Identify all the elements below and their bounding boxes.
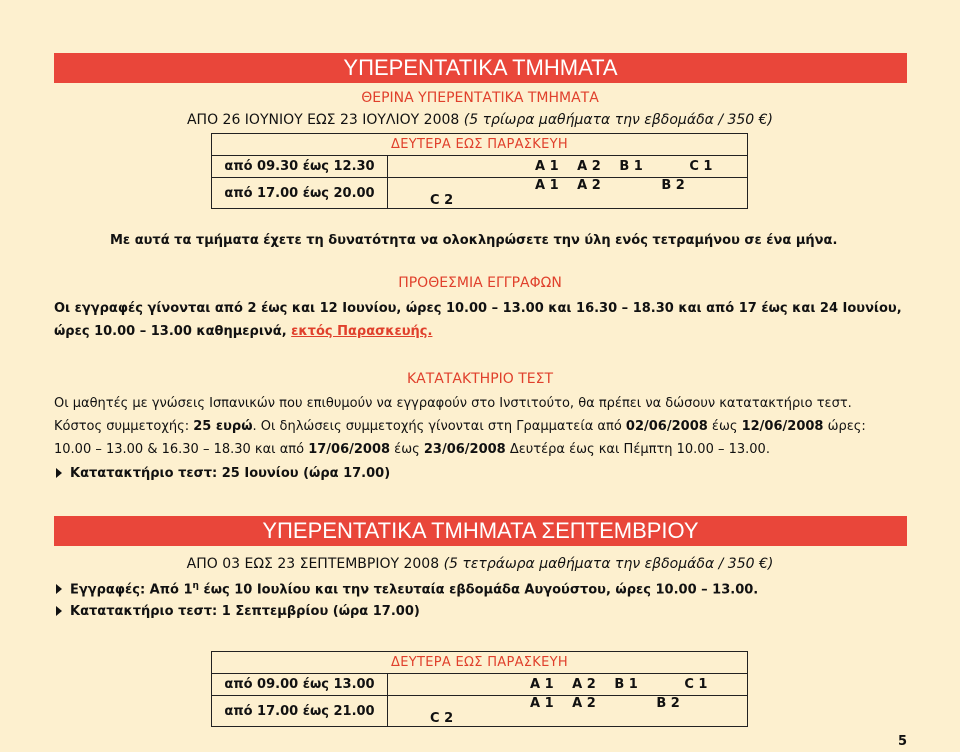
dates-note: (5 τετράωρα μαθήματα την εβδομάδα / 350 €)	[443, 556, 774, 572]
bullet-text: Κατατακτήριο τεστ: 25 Ιουνίου (ώρα 17.00)	[70, 466, 391, 481]
group-label: Α 2	[572, 677, 596, 692]
group-label: Β 2	[661, 178, 685, 193]
group-label: Α 2	[572, 696, 596, 711]
schedule-table	[211, 651, 748, 727]
schedule-header: ΔΕΥΤΕΡΑ ΕΩΣ ΠΑΡΑΣΚΕΥΗ	[212, 652, 748, 674]
placement-text: έως	[390, 442, 424, 457]
group-label: C 1	[689, 159, 713, 174]
bullet-text: έως 10 Ιουλίου και την τελευταία εβδομάδα Αυγούστου, ώρες 10.00 – 13.00.	[198, 582, 759, 598]
section-dates	[0, 556, 960, 572]
group-label: C 2	[430, 193, 454, 208]
section-banner: ΥΠΕΡΕΝΤΑΤΙΚΑ ΤΜΗΜΑΤΑ	[54, 53, 907, 83]
time-cell: από 09.30 έως 12.30	[212, 156, 388, 178]
group-label: Α 1	[535, 178, 559, 193]
dates-text: ΑΠΟ 26 ΙΟΥΝΙΟΥ ΕΩΣ 23 ΙΟΥΛΙΟΥ 2008	[186, 112, 460, 128]
group-label: Α 1	[530, 677, 554, 692]
group-label: Α 1	[530, 696, 554, 711]
superscript: η	[192, 581, 199, 591]
bullet-text: 1 Σεπτεμβρίου (ώρα 17.00)	[221, 604, 420, 619]
registration-bullet	[56, 581, 758, 597]
placement-bullet	[56, 466, 390, 481]
bullet-text: Κατατακτήριο τεστ:	[70, 604, 222, 619]
group-label: Β 1	[619, 159, 643, 174]
dates-text: ΑΠΟ 03 ΕΩΣ 23 ΣΕΠΤΕΜΒΡΙΟΥ 2008	[186, 556, 440, 572]
group-label: Β 2	[656, 696, 680, 711]
cost-label: Κόστος συμμετοχής:	[54, 419, 194, 434]
groups-cell	[388, 156, 748, 178]
schedule-header: ΔΕΥΤΕΡΑ ΕΩΣ ΠΑΡΑΣΚΕΥΗ	[212, 134, 748, 156]
triangle-bullet-icon	[56, 606, 62, 616]
section-banner: ΥΠΕΡΕΝΤΑΤΙΚΑ ΤΜΗΜΑΤΑ ΣΕΠΤΕΜΒΡΙΟΥ	[54, 516, 907, 546]
section-dates	[0, 112, 960, 128]
section-subtitle: ΘΕΡΙΝΑ ΥΠΕΡΕΝΤΑΤΙΚΑ ΤΜΗΜΑΤΑ	[361, 90, 599, 106]
placement-text: έως	[707, 419, 742, 434]
placement-text: ώρες:	[823, 419, 866, 434]
info-text: Με αυτά τα τμήματα έχετε τη δυνατότητα να ολοκληρώσετε την ύλη ενός τετραμήνου σε ένα μήνα.	[110, 233, 838, 248]
placement-text: . Οι δηλώσεις συμμετοχής γίνονται στη Γραμματεία από	[252, 419, 626, 434]
time-cell: από 17.00 έως 20.00	[212, 178, 388, 209]
group-label: Α 2	[577, 159, 601, 174]
schedule-table	[211, 133, 748, 209]
table-row	[212, 674, 748, 696]
group-label: Β 1	[614, 677, 638, 692]
placement-line	[54, 442, 770, 457]
groups-cell	[388, 674, 748, 696]
time-cell: από 17.00 έως 21.00	[212, 696, 388, 727]
deadline-title: ΠΡΟΘΕΣΜΙΑ ΕΓΓΡΑΦΩΝ	[398, 275, 562, 291]
group-label: Α 2	[577, 178, 601, 193]
bullet-text: Εγγραφές: Από 1	[70, 582, 193, 598]
placement-date-bullet	[56, 604, 420, 619]
deadline-text: ώρες 10.00 – 13.00 καθημερινά,	[54, 324, 292, 339]
page-number: 5	[898, 734, 908, 749]
group-label: Α 1	[535, 159, 559, 174]
groups-cell	[388, 696, 748, 727]
deadline-line	[54, 324, 432, 339]
cost-value: 25 ευρώ	[193, 419, 253, 434]
placement-line: Οι μαθητές με γνώσεις Ισπανικών που επιθυμούν να εγγραφούν στο Ινστιτούτο, θα πρέπει να δώσουν κατατακτήριο τεστ.	[54, 396, 852, 411]
date-value: 17/06/2008	[308, 442, 391, 457]
table-row	[212, 696, 748, 727]
placement-text: 10.00 – 13.00 & 16.30 – 18.30 και από	[54, 442, 309, 457]
date-value: 12/06/2008	[741, 419, 824, 434]
except-friday-note: εκτός Παρασκευής.	[291, 324, 433, 339]
table-row	[212, 178, 748, 209]
placement-title: ΚΑΤΑΤΑΚΤΗΡΙΟ ΤΕΣΤ	[406, 371, 554, 387]
group-label: C 2	[430, 711, 454, 726]
triangle-bullet-icon	[56, 468, 62, 478]
placement-text: Δευτέρα έως και Πέμπτη 10.00 – 13.00.	[505, 442, 770, 457]
triangle-bullet-icon	[56, 584, 62, 594]
table-row	[212, 156, 748, 178]
dates-note: (5 τρίωρα μαθήματα την εβδομάδα / 350 €)	[463, 112, 774, 128]
groups-cell	[388, 178, 748, 209]
deadline-line: Οι εγγραφές γίνονται από 2 έως και 12 Ιουνίου, ώρες 10.00 – 13.00 και 16.30 – 18.30 και από 17 έως και 24 Ιουνίου,	[54, 301, 902, 316]
date-value: 02/06/2008	[625, 419, 708, 434]
group-label: C 1	[684, 677, 708, 692]
date-value: 23/06/2008	[423, 442, 506, 457]
time-cell: από 09.00 έως 13.00	[212, 674, 388, 696]
placement-line	[54, 419, 866, 434]
